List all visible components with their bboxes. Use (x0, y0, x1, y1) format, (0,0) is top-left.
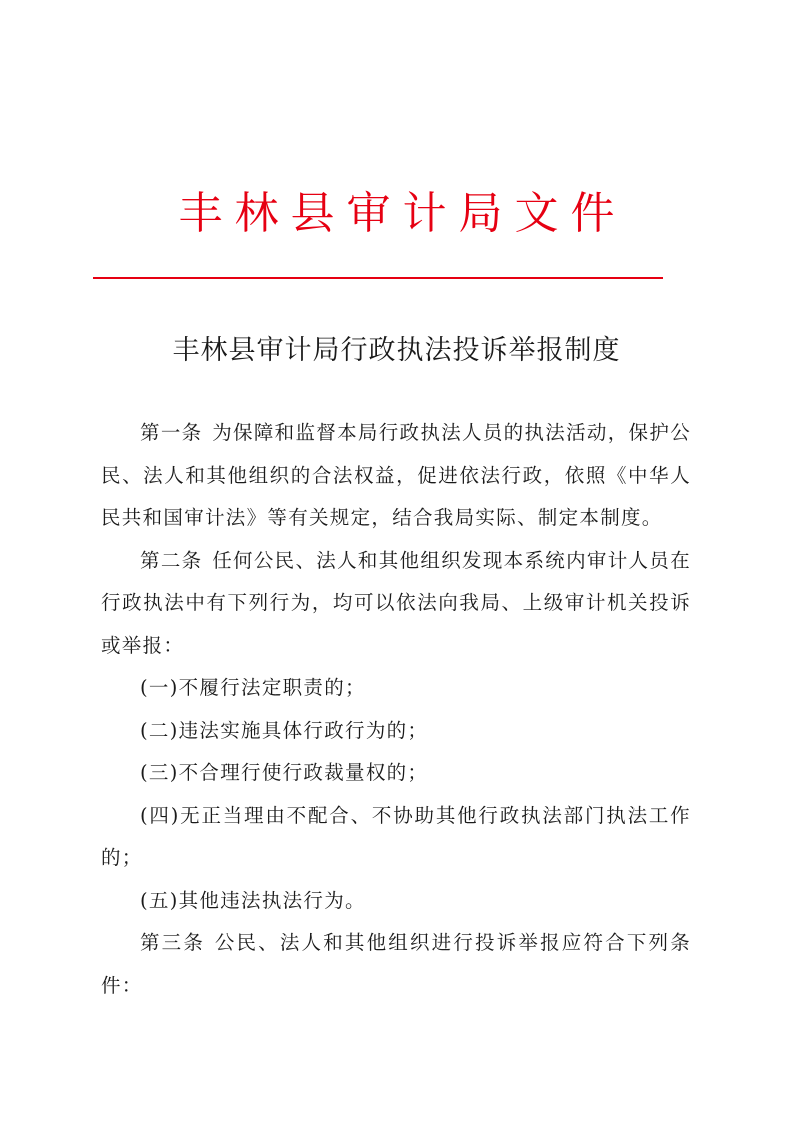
article-text: 公民、法人和其他组织进行投诉举报应符合下列条件： (101, 931, 691, 997)
article-number: 第一条 (140, 421, 203, 444)
list-item: (四)无正当理由不配合、不协助其他行政执法部门执法工作的； (101, 803, 691, 869)
article-number: 第三条 (140, 931, 206, 954)
article-text: 为保障和监督本局行政执法人员的执法活动，保护公民、法人和其他组织的合法权益，促进依法行政，依照《中华人民共和国审计法》等有关规定，结合我局实际、制定本制度。 (101, 421, 691, 529)
header-red-rule (93, 277, 663, 279)
document-body (101, 412, 691, 1007)
article-number: 第二条 (140, 548, 203, 572)
issuer-header-title: 丰林县审计局文件 (178, 188, 627, 239)
list-item: (二)违法实施具体行政行为的； (140, 718, 429, 742)
list-item: (三)不合理行使行政裁量权的； (140, 761, 429, 784)
article-3 (101, 922, 691, 1007)
article-1 (101, 412, 691, 540)
list-item: (一)不履行法定职责的； (140, 676, 366, 699)
document-title: 丰林县审计局行政执法投诉举报制度 (172, 335, 621, 366)
article-text: 任何公民、法人和其他组织发现本系统内审计人员在行政执法中有下列行为，均可以依法向我局、上级审计机关投诉或举报： (101, 548, 691, 657)
article-2 (101, 540, 691, 668)
list-item: (五)其他违法执法行为。 (140, 888, 366, 912)
